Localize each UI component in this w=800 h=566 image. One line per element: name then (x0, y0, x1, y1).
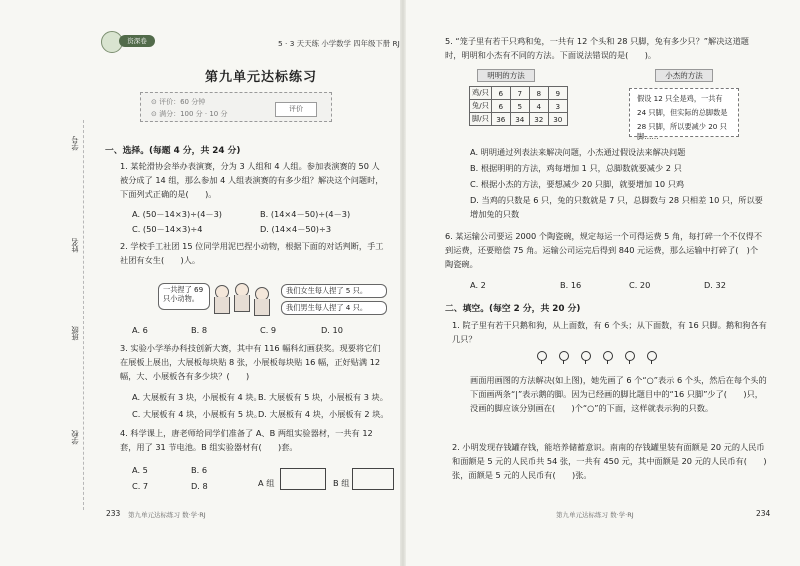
q6-option-a: A. 2 (470, 280, 486, 290)
page-title: 第九单元达标练习 (205, 70, 318, 85)
question-6: 6. 某运输公司要运 2000 个陶瓷碗，规定每运一个可得运费 5 角，每打碎一个不仅得不到运费，还要赔偿 75 角。运输公司运完后得到 840 元运费，那么运输中打碎了( )个陶瓷碗。 (445, 231, 763, 269)
q5-option-a: A. 明明通过列表法来解决问题，小杰通过假设法来解决问题 (470, 147, 686, 157)
method2-title: 小杰的方法 (655, 69, 713, 82)
q5-option-c: C. 根据小杰的方法，要想减少 20 只脚，就要增加 10 只鸡 (470, 179, 685, 189)
table-cell: 5 (510, 100, 529, 113)
question-4: 4. 科学课上，唐老师给同学们准备了 A、B 两组实验器材，一共有 12 套，用了 31 节电池。B 组实验器材有( )套。 (120, 428, 373, 452)
student-info-column (70, 120, 82, 510)
q4-option-b: B. 6 (191, 465, 208, 475)
table-cell: 4 (529, 100, 548, 113)
table-cell: 30 (548, 113, 567, 126)
table-row (470, 87, 568, 100)
table-cell: 3 (548, 100, 567, 113)
section-fill-in: 二、填空。(每空 2 分，共 20 分) (445, 304, 581, 314)
method2-line-2: 24 只脚，但实际的总脚数是 (637, 108, 728, 117)
head-circle-icon (603, 351, 613, 361)
section-choice: 一、选择。(每题 4 分，共 24 分) (105, 146, 241, 156)
q6-option-d: D. 32 (704, 280, 726, 290)
q5-option-b: B. 根据明明的方法，鸡每增加 1 只，总脚数就要减少 2 只 (470, 163, 682, 173)
q2-speech-bubble-2: 我们女生每人捏了 5 只。 (281, 284, 387, 298)
question-1: 1. 某轮滑协会举办表演赛，分为 3 人组和 4 人组。参加表演赛的 50 人被分成了 14 组，那么参加 4 人组表演赛的有多少组？解决这个问题时，下面列式正确的是( )。 (120, 161, 384, 199)
brand-logo (99, 30, 157, 52)
fill-question-1: 1. 院子里有若干只鹅和狗，从上面数，有 6 个头；从下面数，有 16 只脚。鹅和狗各有几只？ (452, 320, 767, 344)
right-page-number: 234 (756, 509, 771, 518)
score-full: ⊙ 满分：100 分 · 10 分 (151, 110, 228, 118)
label-class: 班级 (70, 326, 79, 341)
q3-option-a: A. 大展板有 3 块，小展板有 4 块。 (132, 392, 262, 402)
q2-speech-bubble-3: 我们男生每人捏了 4 只。 (281, 301, 387, 315)
q1-option-b: B. (14×4－50)÷(4－3) (260, 209, 351, 219)
head-circle-icon (647, 351, 657, 361)
q1-option-d: D. (14×4－50)÷3 (260, 224, 332, 234)
head-circle-icon (559, 351, 569, 361)
score-time: ⊙ 评价：60 分钟 (151, 98, 206, 106)
logo-label: 资深卷 (119, 35, 155, 47)
table-cell: 鸡/只 (470, 87, 492, 100)
score-label: 评价 (275, 102, 317, 117)
left-page-number: 233 (106, 509, 121, 518)
q2-option-b: B. 8 (191, 325, 208, 335)
q4-label-a: A 组 (258, 478, 275, 488)
table-cell: 34 (510, 113, 529, 126)
q4-option-c: C. 7 (132, 481, 149, 491)
q2-speech-bubble-1: 一共捏了 69 只小动物。 (158, 283, 210, 310)
q4-option-d: D. 8 (191, 481, 208, 491)
method1-title: 明明的方法 (477, 69, 535, 82)
q4-label-b: B 组 (333, 478, 350, 488)
circuit-b-diagram (352, 468, 394, 490)
table-row (470, 113, 568, 126)
heads-drawing (537, 349, 687, 367)
label-school: 学校 (70, 430, 79, 445)
book-header: 5 · 3 天天练 小学数学 四年级下册 RJ (278, 39, 400, 48)
q1-option-c: C. (50－14×3)÷4 (132, 224, 203, 234)
q2-option-c: C. 9 (260, 325, 277, 335)
table-cell: 脚/只 (470, 113, 492, 126)
head-circle-icon (581, 351, 591, 361)
q6-option-b: B. 16 (560, 280, 582, 290)
left-footer: 第九单元达标练习 数·学·RJ (128, 511, 206, 519)
cut-line (83, 120, 85, 510)
question-2: 2. 学校手工社团 15 位同学用泥巴捏小动物，根据下面的对话判断，手工社团有女生( )人。 (120, 241, 384, 265)
table-row (470, 100, 568, 113)
q4-option-a: A. 5 (132, 465, 148, 475)
q1-option-a: A. (50－14×3)÷(4－3) (132, 209, 222, 219)
method2-line-1: 假设 12 只全是鸡，一共有 (637, 94, 723, 103)
q6-option-c: C. 20 (629, 280, 651, 290)
q2-option-d: D. 10 (321, 325, 343, 335)
table-cell: 9 (548, 87, 567, 100)
question-3: 3. 实验小学举办科技创新大赛，其中有 116 幅科幻画获奖。现要将它们在展板上展出，大展板每块贴 8 张，小展板每块贴 16 幅，正好贴满 12 幅，大、小展板各有多少块？( ) (120, 343, 381, 381)
question-5: 5. “笼子里有若干只鸡和兔，一共有 12 个头和 28 只脚，兔有多少只？”解决这道题时，明明和小杰有不同的方法。下面说法错误的是( )。 (445, 36, 749, 60)
table-cell: 6 (491, 100, 510, 113)
q3-option-b: B. 大展板有 5 块，小展板有 3 块。 (258, 392, 388, 402)
circuit-a-diagram (280, 468, 326, 490)
method2-box (629, 88, 739, 141)
q5-option-d: D. 当鸡的只数是 6 只，兔的只数就是 7 只，总脚数与 28 只相差 10 只，所以要增加兔的只数 (470, 195, 763, 219)
fill-question-2: 2. 小明发现存钱罐存钱，能培养储蓄意识。南南的存钱罐里装有面额是 20 元的人民币和面额是 5 元的人民币共 54 张，一共有 450 元，其中面额是 20 元的人民币有( )张，面额是 5 元的人民币有( )张。 (452, 442, 767, 480)
table-cell: 8 (529, 87, 548, 100)
table-cell: 7 (510, 87, 529, 100)
q3-option-d: D. 大展板有 4 块，小展板有 2 块。 (258, 409, 389, 419)
table-cell: 6 (491, 87, 510, 100)
right-footer: 第九单元达标练习 数·学·RJ (556, 511, 634, 519)
q3-option-c: C. 大展板有 4 块，小展板有 5 块。 (132, 409, 263, 419)
label-name: 姓名 (70, 238, 79, 253)
q2-children-illustration (207, 283, 277, 319)
table-cell: 兔/只 (470, 100, 492, 113)
head-circle-icon (537, 351, 547, 361)
table-cell: 32 (529, 113, 548, 126)
q2-option-a: A. 6 (132, 325, 148, 335)
chicken-rabbit-table (469, 86, 568, 126)
head-circle-icon (625, 351, 635, 361)
score-box (140, 92, 332, 122)
fill-question-1-text: 画面用画图的方法解决(如上图)，她先画了 6 个“○”表示 6 个头，然后在每个头的下面画两条“|”表示鹅的脚。因为已经画的脚比题目中的“16 只脚”少了( )只，没画的脚应该分别画在( )个“○”的下面，这样就表示狗的只数。 (470, 375, 767, 413)
table-cell: 36 (491, 113, 510, 126)
label-student-no: 学号 (70, 136, 79, 151)
method2-line-3: 28 只脚，所以要减少 20 只脚…… (637, 122, 727, 141)
